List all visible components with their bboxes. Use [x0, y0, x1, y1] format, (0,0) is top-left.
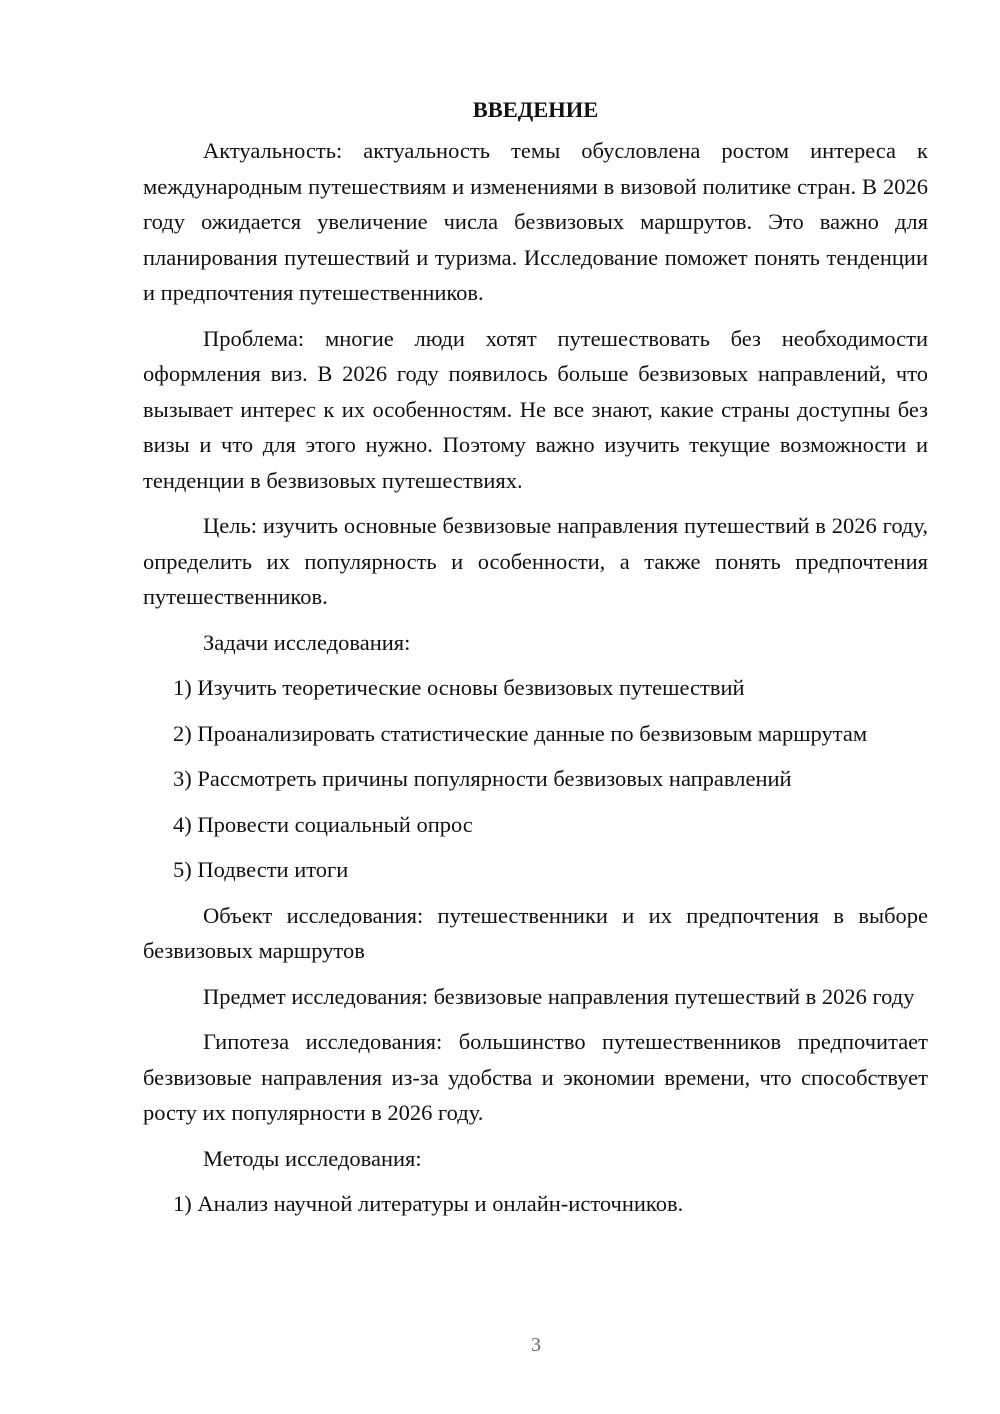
hypothesis-paragraph: Гипотеза исследования: большинство путешественников предпочитает безвизовые направления из-за удобства и экономии времени, что способствует росту их популярности в 2026 году. [143, 1029, 928, 1125]
document-body [143, 92, 928, 1232]
tasks-title: Задачи исследования: [203, 629, 411, 655]
task-item-1: 1) Изучить теоретические основы безвизовых путешествий [173, 675, 745, 700]
object-paragraph: Объект исследования: путешественники и их предпочтения в выборе безвизовых маршрутов [143, 902, 928, 963]
subject-paragraph: Предмет исследования: безвизовые направления путешествий в 2026 году [203, 983, 915, 1009]
goal-paragraph: Цель: изучить основные безвизовые направления путешествий в 2026 году, определить их популярность и особенности, а также понять предпочтения путешественников. [143, 513, 928, 609]
task-item-4: 4) Провести социальный опрос [173, 811, 473, 837]
task-item-2: 2) Проанализировать статистические данные по безвизовым маршрутам [173, 720, 868, 746]
task-item-3: 3) Рассмотреть причины популярности безвизовых направлений [173, 766, 792, 791]
problem-paragraph: Проблема: многие люди хотят путешествовать без необходимости оформления виз. В 2026 году появилось больше безвизовых направлений, что вызывает интерес к их особенностям. Не все знают, какие страны доступны без визы и что для этого нужно. Поэтому важно изучить текущие возможности и тенденции в безвизовых путешествиях. [143, 325, 928, 493]
page-number: 3 [531, 1334, 541, 1356]
methods-title: Методы исследования: [203, 1145, 422, 1171]
relevance-paragraph: Актуальность: актуальность темы обусловлена ростом интереса к международным путешествиям и изменениями в визовой политике стран. В 2026 году ожидается увеличение числа безвизовых маршрутов. Это важно для планирования путешествий и туризма. Исследование поможет понять тенденции и предпочтения путешественников. [143, 138, 928, 305]
section-heading: ВВЕДЕНИЕ [472, 97, 599, 122]
task-item-5: 5) Подвести итоги [173, 857, 349, 882]
method-item-1: 1) Анализ научной литературы и онлайн-источников. [173, 1191, 684, 1216]
